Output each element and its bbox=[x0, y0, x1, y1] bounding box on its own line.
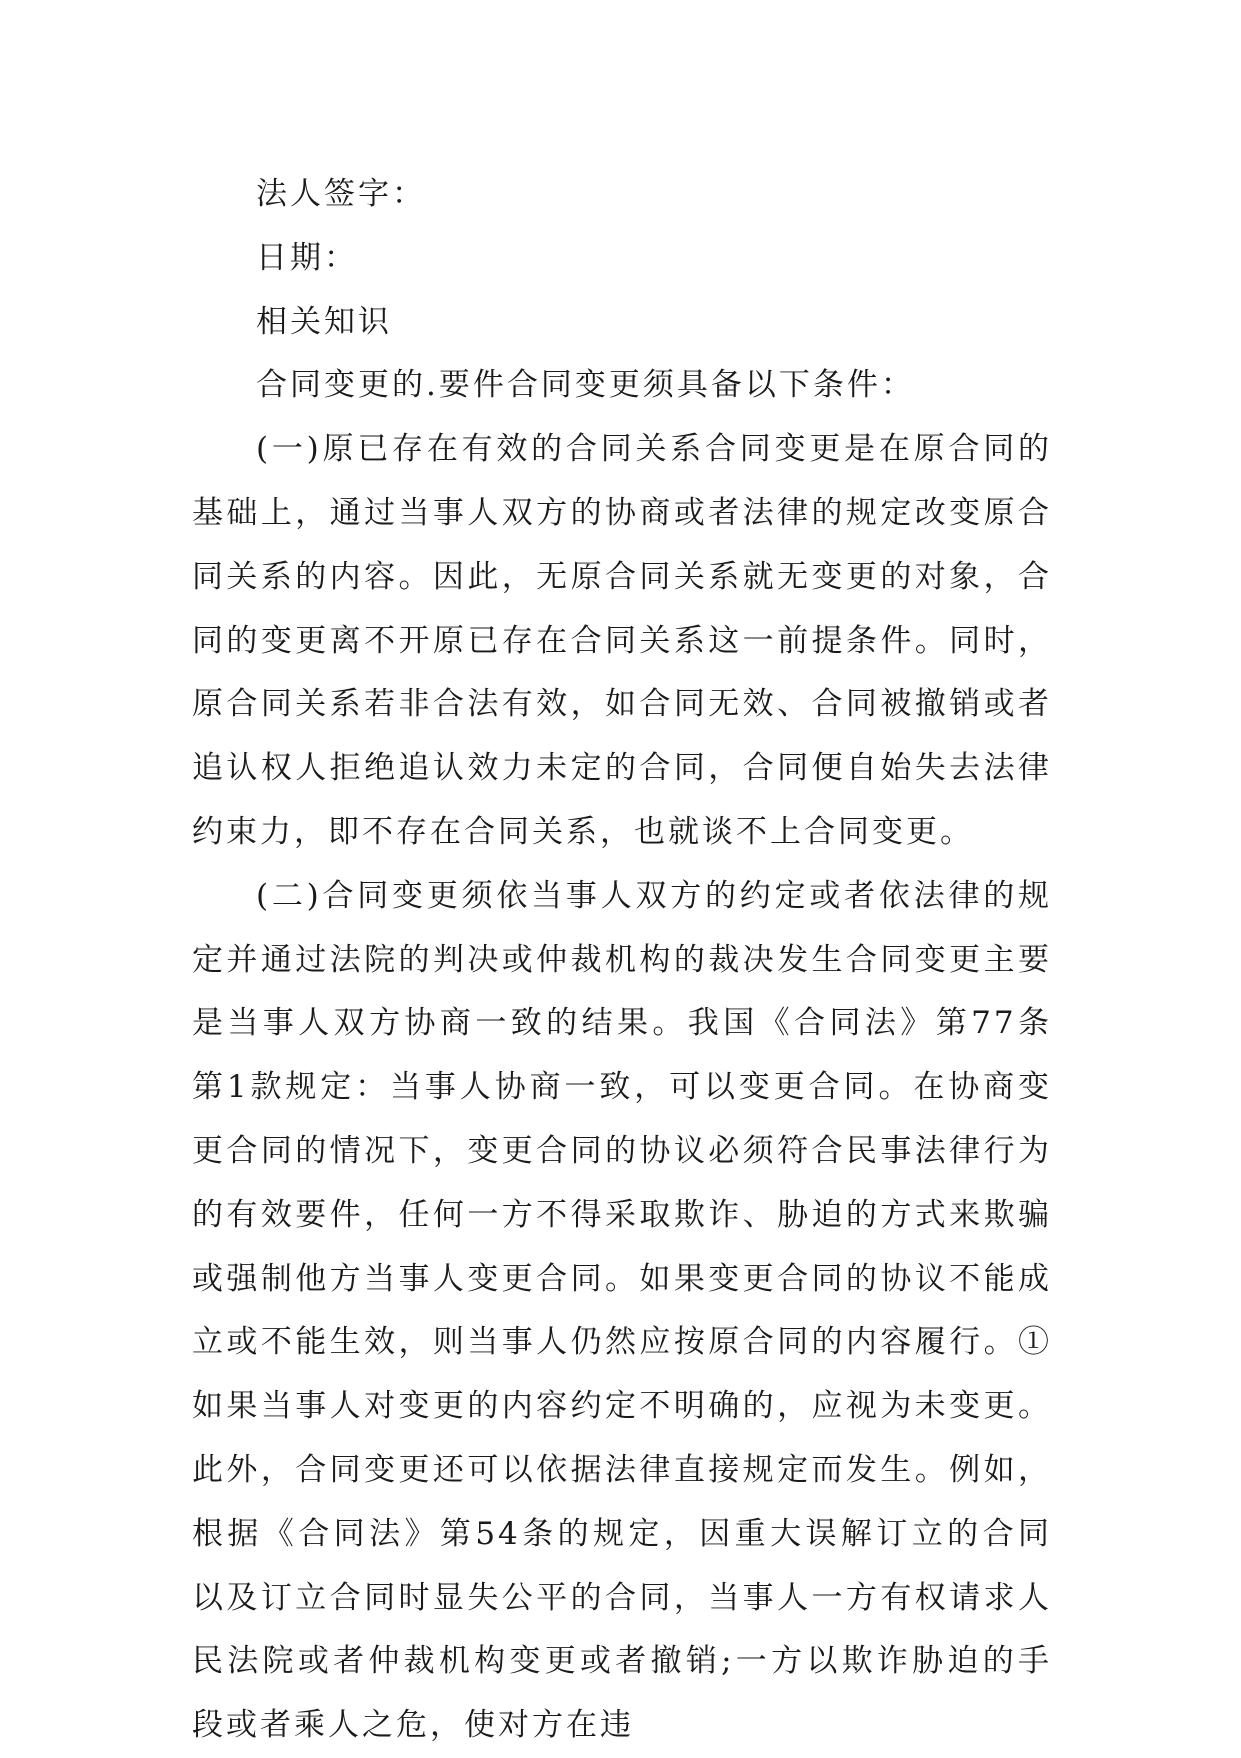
section-heading: 相关知识 bbox=[256, 303, 392, 340]
intro-line: 合同变更的.要件合同变更须具备以下条件： bbox=[256, 367, 915, 404]
paragraph-condition-2: (二)合同变更须依当事人双方的约定或者依法律的规定并通过法院的判决或仲裁机构的裁决发生合同变更主要是当事人双方协商一致的结果。我国《合同法》第77条第1款规定：当事人协商一致，可以变更合同。在协商变更合同的情况下，变更合同的协议必须符合民事法律行为的有效要件，任何一方不得采取欺诈、胁迫的方式来欺骗或强制他方当事人变更合同。如果变更合同的协议不能成立或不能生效，则当事人仍然应按原合同的内容履行。①如果当事人对变更的内容约定不明确的，应视为未变更。此外，合同变更还可以依据法律直接规定而发生。例如，根据《合同法》第54条的规定，因重大误解订立的合同以及订立合同时显失公平的合同，当事人一方有权请求人民法院或者仲裁机构变更或者撤销;一方以欺诈胁迫的手段或者乘人之危，使对方在违 bbox=[192, 877, 1052, 1744]
signature-line: 法人签字： bbox=[256, 176, 426, 212]
document-body bbox=[192, 163, 1052, 1758]
date-line: 日期： bbox=[256, 239, 358, 276]
paragraph-condition-1: (一)原已存在有效的合同关系合同变更是在原合同的基础上，通过当事人双方的协商或者法律的规定改变原合同关系的内容。因此，无原合同关系就无变更的对象，合同的变更离不开原已存在合同关系这一前提条件。同时，原合同关系若非合法有效，如合同无效、合同被撤销或者追认权人拒绝追认效力未定的合同，合同便自始失去法律约束力，即不存在合同关系，也就谈不上合同变更。 bbox=[192, 431, 1052, 850]
